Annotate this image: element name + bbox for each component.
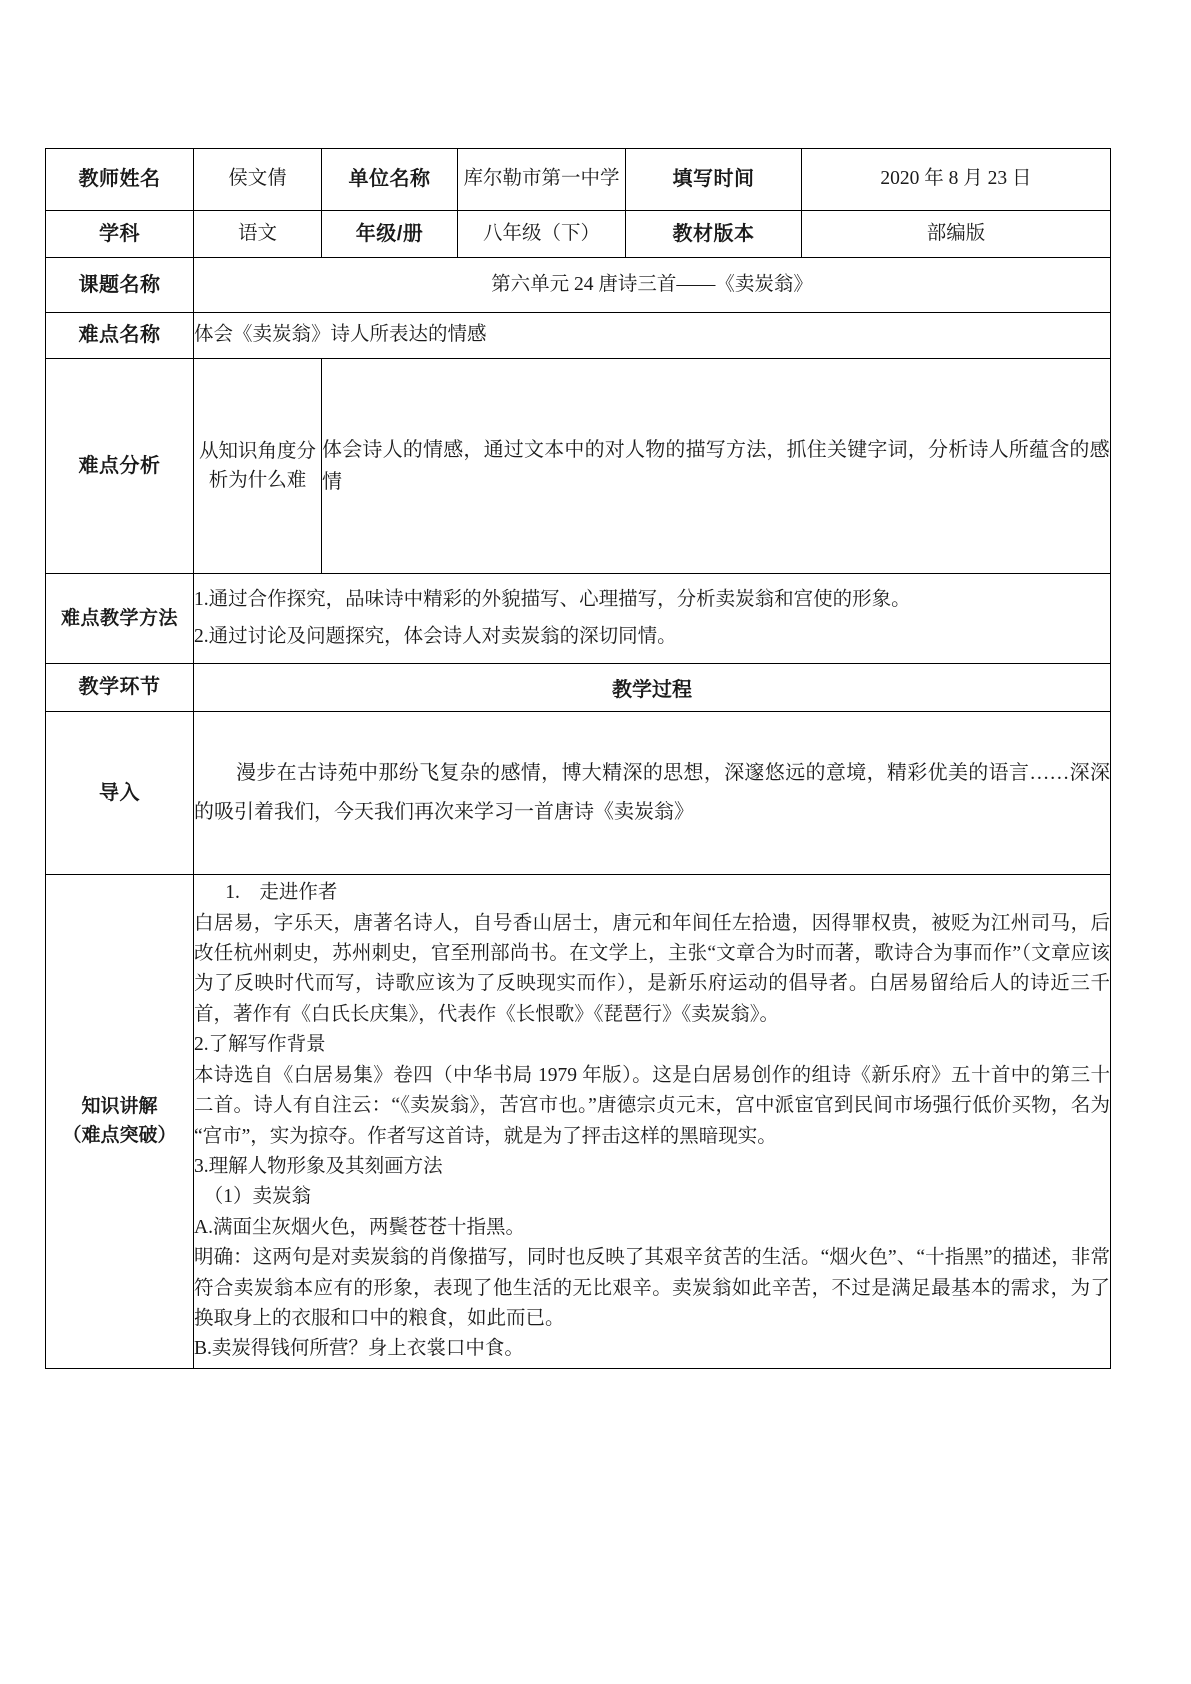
value-introduction <box>194 712 1111 875</box>
knowledge-item3-heading: 3.理解人物形象及其刻画方法 <box>194 1155 443 1177</box>
value-difficulty-analysis-why: 从知识角度分析为什么难 <box>194 359 322 574</box>
value-difficulty-name: 体会《卖炭翁》诗人所表达的情感 <box>194 313 1111 359</box>
label-teaching-method: 难点教学方法 <box>46 574 194 664</box>
table-row-difficulty-analysis <box>46 359 1111 574</box>
table-row-teacher-info <box>46 149 1111 211</box>
value-unit-name: 库尔勒市第一中学 <box>458 149 626 211</box>
value-knowledge-explanation <box>194 875 1111 1369</box>
label-subject: 学科 <box>46 211 194 258</box>
knowledge-item3-sub1: （1）卖炭翁 <box>203 1186 312 1208</box>
teaching-method-line-1: 1.通过合作探究，品味诗中精彩的外貌描写、心理描写，分析卖炭翁和宫使的形象。 <box>194 589 911 611</box>
label-topic: 课题名称 <box>46 258 194 313</box>
knowledge-item3-point-a-explain: 明确：这两句是对卖炭翁的肖像描写，同时也反映了其艰辛贫苦的生活。“烟火色”、“十指黑”的描述，非常符合卖炭翁本应有的形象，表现了他生活的无比艰辛。卖炭翁如此辛苦，不过是满足最基本的需求，为了换取身上的衣服和口中的粮食，如此而已。 <box>194 1247 1110 1329</box>
label-grade: 年级/册 <box>322 211 458 258</box>
label-textbook: 教材版本 <box>626 211 802 258</box>
teaching-method-line-2: 2.通过讨论及问题探究，体会诗人对卖炭翁的深切同情。 <box>194 625 677 647</box>
table-row-process-header <box>46 664 1111 712</box>
label-teaching-process: 教学过程 <box>194 664 1111 712</box>
label-unit-name: 单位名称 <box>322 149 458 211</box>
label-knowledge-explanation <box>46 875 194 1369</box>
label-difficulty-analysis: 难点分析 <box>46 359 194 574</box>
table-row-subject-info <box>46 211 1111 258</box>
knowledge-item3-point-a: A.满面尘灰烟火色，两鬓苍苍十指黑。 <box>194 1216 525 1238</box>
value-textbook: 部编版 <box>802 211 1111 258</box>
value-difficulty-analysis-body: 体会诗人的情感，通过文本中的对人物的描写方法，抓住关键字词，分析诗人所蕴含的感情 <box>322 359 1111 574</box>
label-fill-time: 填写时间 <box>626 149 802 211</box>
knowledge-item1-heading: 1. 走进作者 <box>225 882 338 904</box>
label-teacher-name: 教师姓名 <box>46 149 194 211</box>
label-introduction: 导入 <box>46 712 194 875</box>
label-difficulty-name: 难点名称 <box>46 313 194 359</box>
knowledge-item3-point-b: B.卖炭得钱何所营？身上衣裳口中食。 <box>194 1338 524 1360</box>
table-row-difficulty-name <box>46 313 1111 359</box>
value-teaching-method <box>194 574 1111 664</box>
knowledge-item2-heading: 2.了解写作背景 <box>194 1034 326 1056</box>
value-topic: 第六单元 24 唐诗三首——《卖炭翁》 <box>194 258 1111 313</box>
label-teaching-stage: 教学环节 <box>46 664 194 712</box>
label-knowledge-line-2: （难点突破） <box>62 1124 177 1146</box>
introduction-paragraph: 漫步在古诗苑中那纷飞复杂的感情，博大精深的思想，深邃悠远的意境，精彩优美的语言……深深的吸引着我们，今天我们再次来学习一首唐诗《卖炭翁》 <box>194 762 1110 823</box>
table-row-topic <box>46 258 1111 313</box>
knowledge-item2-text: 本诗选自《白居易集》卷四（中华书局 1979 年版）。这是白居易创作的组诗《新乐府》五十首中的第三十二首。诗人有自注云：“《卖炭翁》，苦宫市也。”唐德宗贞元末，宫中派宦官到民间市场强行低价买物，名为“宫市”，实为掠夺。作者写这首诗，就是为了抨击这样的黑暗现实。 <box>194 1064 1110 1147</box>
label-knowledge-line-1: 知识讲解 <box>81 1096 158 1117</box>
lesson-plan-table <box>45 148 1111 1369</box>
value-fill-time: 2020 年 8 月 23 日 <box>802 149 1111 211</box>
value-subject: 语文 <box>194 211 322 258</box>
table-row-knowledge <box>46 875 1111 1369</box>
table-row-teaching-method <box>46 574 1111 664</box>
knowledge-item1-text: 白居易，字乐天，唐著名诗人，自号香山居士，唐元和年间任左拾遗，因得罪权贵，被贬为江州司马，后改任杭州刺史，苏州刺史，官至刑部尚书。在文学上，主张“文章合为时而著，歌诗合为事而作”（文章应该为了反映时代而写，诗歌应该为了反映现实而作），是新乐府运动的倡导者。白居易留给后人的诗近三千首，著作有《白氏长庆集》，代表作《长恨歌》《琵琶行》《卖炭翁》。 <box>194 912 1110 1025</box>
value-teacher-name: 侯文倩 <box>194 149 322 211</box>
value-grade: 八年级（下） <box>458 211 626 258</box>
table-row-introduction <box>46 712 1111 875</box>
